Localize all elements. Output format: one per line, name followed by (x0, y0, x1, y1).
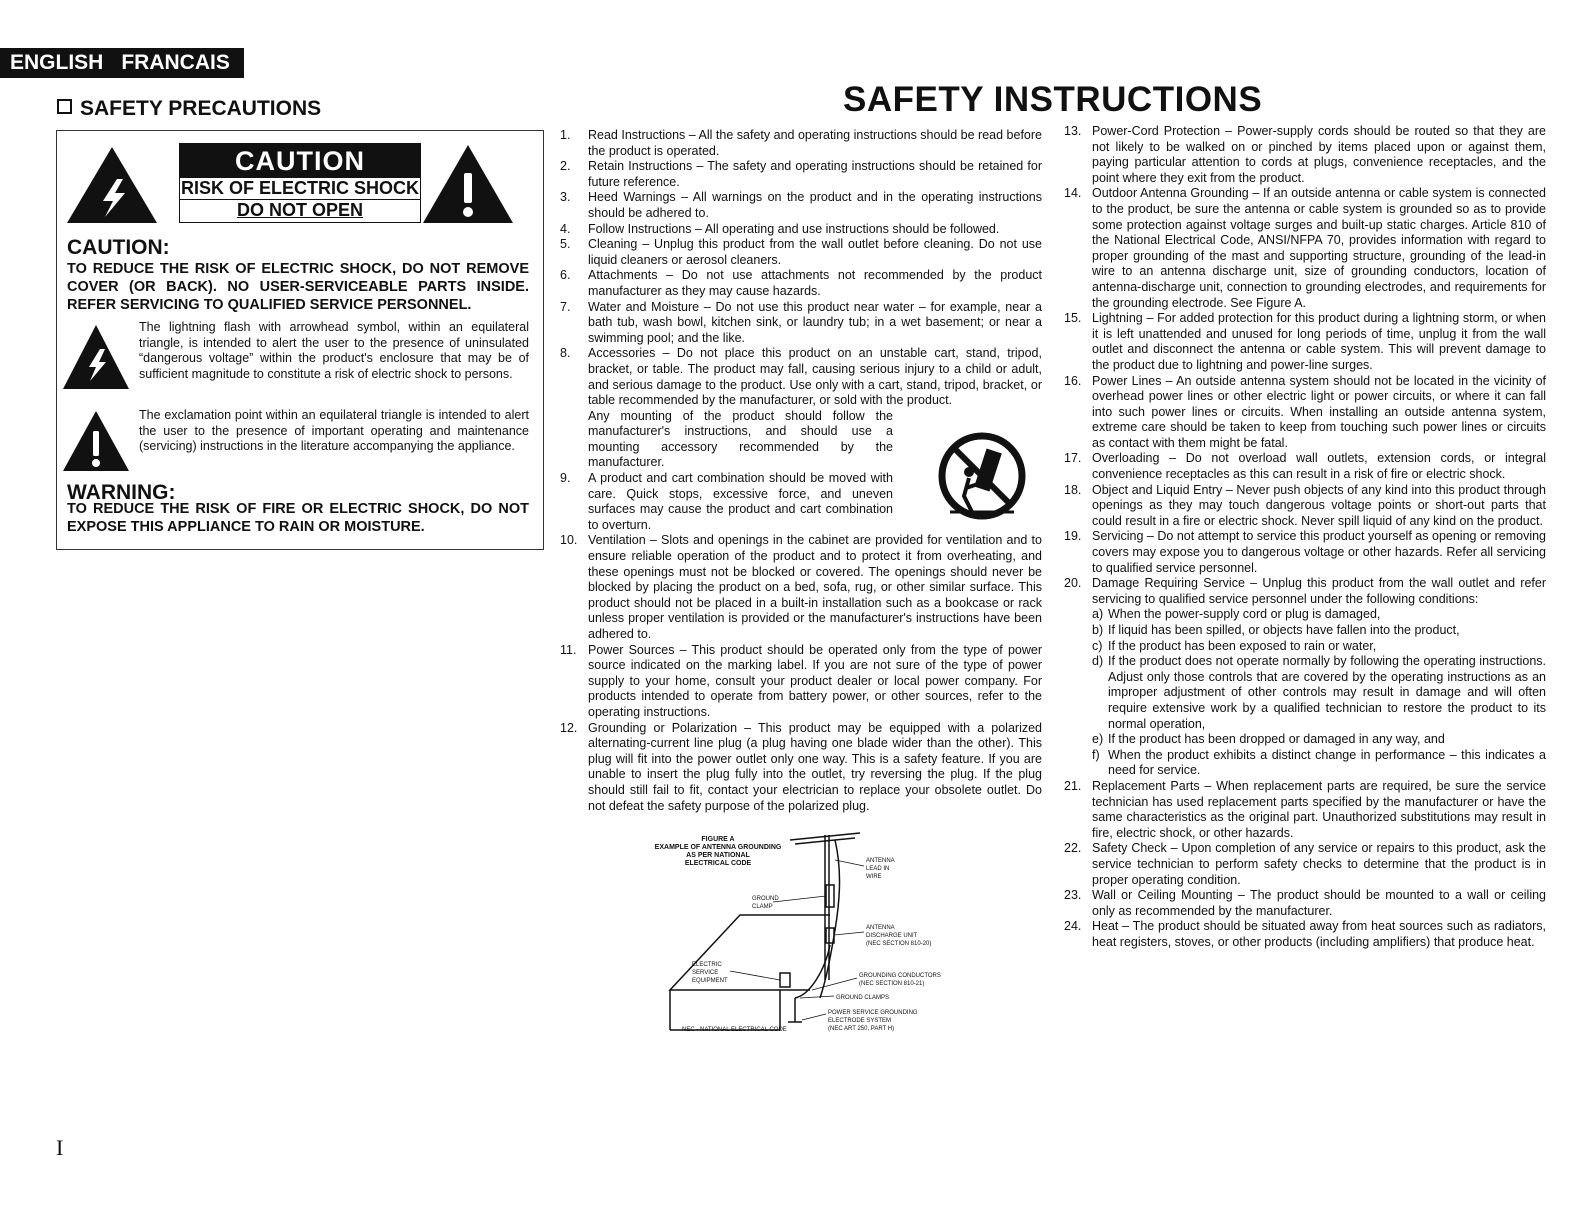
banner-line-2: DO NOT OPEN (236, 200, 363, 220)
sub-item: c) If the product has been exposed to rain or water, (1092, 638, 1377, 653)
warning-heading: WARNING: (67, 481, 176, 504)
list-item: 19. Servicing – Do not attempt to service this product yourself as opening or removing covers may expose you to dangerous voltage or other hazards. Refer all servicing to qualified service personnel. (1064, 529, 1546, 575)
language-english[interactable]: ENGLISH (10, 51, 104, 74)
list-item: 13. Power-Cord Protection – Power-supply cords should be routed so that they are not likely to be walked on or pinched by items placed upon or against them, paying particular attention to cords at plugs, convenience receptacles, and the point where they exit from the product. (1064, 124, 1546, 185)
figure-title-4: ELECTRICAL CODE (684, 860, 752, 867)
lightning-warning-icon (65, 145, 159, 225)
list-item: 2. Retain Instructions – The safety and operating instructions should be retained for future reference. (560, 159, 1042, 189)
instructions-column-2 (1064, 124, 1546, 950)
label-grounding-conductors-2: (NEC SECTION 810-21) (859, 981, 925, 987)
list-item: 7. Water and Moisture – Do not use this product near water – for example, near a bath tub, wash bowl, kitchen sink, or laundry tub; in a wet basement; or near a swimming pool; and the like. (560, 299, 1042, 345)
label-electric-service-2: SERVICE (692, 970, 719, 976)
sub-item: f) When the product exhibits a distinct change in performance – this indicates a need for service. (1092, 747, 1546, 778)
list-item: 20. Damage Requiring Service – Unplug this product from the wall outlet and refer servicing to qualified service personnel under the following conditions: a) When the power-supply cord or plug is damaged, b) If liquid has been spilled, or objects have fallen into the product, c) If the product has been exposed to rain or water, d) If the product does not operate normally by following the operating instructions. Adjust only those controls that are covered by the operating instructions as an improper adjustment of other controls may result in damage and will often require extensive work by a qualified technician to restore the product to its normal operation, e) If the product has been dropped or damaged in any way, and f) When the product exhibits a distinct change in performance – this indicates a need for service. (1064, 576, 1546, 778)
language-francais[interactable]: FRANCAIS (121, 51, 230, 74)
list-item: 9. A product and cart combination should be moved with care. Quick stops, excessive force, and uneven surfaces may cause the product and cart combination to overturn. (560, 471, 893, 532)
label-discharge-3: (NEC SECTION 810-20) (866, 941, 932, 947)
sub-item: d) If the product does not operate normally by following the operating instructions. Adjust only those controls that are covered by the operating instructions as an improper adjustment of other controls may result in damage and will often require extensive work by a qualified technician to restore the product to its normal operation, (1092, 654, 1546, 731)
list-item: 24. Heat – The product should be situated away from heat sources such as radiators, heat registers, stoves, or other products (including amplifiers) that produce heat. (1064, 919, 1546, 949)
list-item: 6. Attachments – Do not use attachments not recommended by the product manufacturer as they may cause hazards. (560, 268, 1042, 298)
figure-title-3: AS PER NATIONAL (686, 852, 750, 859)
caution-box (56, 130, 544, 550)
list-item: 3. Heed Warnings – All warnings on the product and in the operating instructions should be adhered to. (560, 190, 1042, 220)
language-bar (0, 48, 244, 78)
caution-banner (179, 143, 421, 223)
label-grounding-conductors-1: GROUNDING CONDUCTORS (859, 973, 941, 979)
label-ground-clamp-2: CLAMP (752, 904, 773, 910)
exclamation-description: The exclamation point within an equilateral triangle is intended to alert the user to the presence of important operating and maintenance (servicing) instructions in the literature accompanying the appliance. (139, 408, 529, 453)
label-electric-service-3: EQUIPMENT (692, 978, 728, 984)
list-item: 16. Power Lines – An outside antenna system should not be located in the vicinity of overhead power lines or other electric light or power circuits, or where it can fall into such power lines or circuits. When installing an outside antenna system, extreme care should be taken to keep from touching such power lines or circuits as contact with them might be fatal. (1064, 373, 1546, 450)
label-power-service-2: ELECTRODE SYSTEM (828, 1018, 892, 1024)
exclamation-warning-icon (421, 143, 515, 225)
warning-text: TO REDUCE THE RISK OF FIRE OR ELECTRIC SHOCK, DO NOT EXPOSE THIS APPLIANCE TO RAIN OR MOISTURE. (67, 501, 529, 535)
list-item: 12. Grounding or Polarization – This product may be equipped with a polarized alternating-current line plug (a plug having one blade wider than the other). This plug will fit into the power outlet only one way. This is a safety feature. If you are unable to insert the plug fully into the outlet, try reversing the plug. If the plug should still fail to fit, contact your electrician to replace your obsolete outlet. Do not defeat the safety purpose of the polarized plug. (560, 720, 1042, 813)
label-electric-service-1: ELECTRIC (692, 962, 722, 968)
sub-item: a) When the power-supply cord or plug is damaged, (1092, 607, 1381, 622)
label-antenna-lead-in-1: ANTENNA (866, 858, 895, 864)
label-ground-clamp-1: GROUND (752, 896, 779, 902)
figure-title-1: FIGURE A (701, 836, 735, 843)
checkbox-square-icon (57, 99, 72, 114)
list-item: 21. Replacement Parts – When replacement parts are required, be sure the service technician has used replacement parts specified by the manufacturer or have the same characteristics as the original part. Unauthorized substitutions may result in fire, electric shock, or other hazards. (1064, 778, 1546, 840)
section-title-text: SAFETY PRECAUTIONS (80, 97, 322, 120)
list-item: 5. Cleaning – Unplug this product from the wall outlet before cleaning. Do not use liquid cleaners or aerosol cleaners. (560, 237, 1042, 267)
label-discharge-1: ANTENNA (866, 925, 895, 931)
banner-title: CAUTION (180, 144, 420, 178)
list-item: 1. Read Instructions – All the safety and operating instructions should be read before the product is operated. (560, 128, 1042, 158)
lightning-symbol-icon (61, 323, 131, 391)
list-item-continuation: Any mounting of the product should follow the manufacturer's instructions, and should use a mounting accessory recommended by the manufacturer. (588, 408, 893, 470)
figure-title-2: EXAMPLE OF ANTENNA GROUNDING (654, 844, 782, 851)
page-number: I (56, 1135, 64, 1160)
exclamation-symbol-icon (61, 409, 131, 473)
caution-text: TO REDUCE THE RISK OF ELECTRIC SHOCK, DO NOT REMOVE COVER (OR BACK). NO USER-SERVICEABLE PARTS INSIDE. REFER SERVICING TO QUALIFIED SERVICE PERSONNEL. (67, 261, 529, 313)
label-discharge-2: DISCHARGE UNIT (866, 933, 918, 939)
label-power-service-3: (NEC ART 250, PART H) (828, 1026, 895, 1032)
list-item: 15. Lightning – For added protection for this product during a lightning storm, or when it is left unattended and unused for long periods of time, unplug it from the wall outlet and disconnect the antenna or cable system. This will prevent damage to the product due to lightning and power-line surges. (1064, 311, 1546, 372)
list-item: 11. Power Sources – This product should be operated only from the type of power source indicated on the marking label. If you are not sure of the type of power supply to your home, consult your product dealer or local power company. For products intended to operate from battery power, or other sources, refer to the operating instructions. (560, 642, 1042, 719)
label-ground-clamps: GROUND CLAMPS (836, 995, 890, 1001)
list-item: 8. Accessories – Do not place this product on an unstable cart, stand, tripod, bracket, or table. The product may fall, causing serious injury to a child or adult, and serious damage to the product. Use only with a cart, stand, tripod, bracket, or table recommended by the manufacturer, or sold with the product. Any mounting of the product should follow the manufacturer's instructions, and should use a mounting accessory recommended by the manufacturer. (560, 346, 1042, 470)
list-item: 23. Wall or Ceiling Mounting – The product should be mounted to a wall or ceiling only as recommended by the manufacturer. (1064, 888, 1546, 918)
figure-a-antenna-grounding (630, 830, 970, 1045)
sub-item: b) If liquid has been spilled, or objects have fallen into the product, (1092, 623, 1460, 637)
lightning-description: The lightning flash with arrowhead symbol, within an equilateral triangle, is intended to alert the user to the presence of uninsulated “dangerous voltage” within the product's enclosure that may be of sufficient magnitude to constitute a risk of electric shock to persons. (139, 320, 529, 381)
list-item: 4. Follow Instructions – All operating and use instructions should be followed. (560, 221, 1000, 236)
list-item: 18. Object and Liquid Entry – Never push objects of any kind into this product through openings as they may touch dangerous voltage points or short-out parts that could result in a fire or electric shock. Never spill liquid of any kind on the product. (1064, 482, 1546, 528)
section-title (57, 97, 321, 121)
label-antenna-lead-in-2: LEAD IN (866, 866, 890, 872)
label-power-service-1: POWER SERVICE GROUNDING (828, 1010, 918, 1016)
sub-item: e) If the product has been dropped or damaged in any way, and (1092, 732, 1445, 747)
list-item: 10. Ventilation – Slots and openings in the cabinet are provided for ventilation and to ensure reliable operation of the product and to protect it from overheating, and these openings must not be blocked or covered. The openings should never be blocked by placing the product on a bed, sofa, rug, or other similar surface. This product should not be placed in a built-in installation such as a bookcase or rack unless proper ventilation is provided or the manufacturer's instructions have been adhered to. (560, 533, 1042, 641)
cart-tipover-warning-icon (936, 432, 1028, 522)
label-nec: NEC - NATIONAL ELECTRICAL CODE (682, 1027, 787, 1033)
page-title: SAFETY INSTRUCTIONS (843, 80, 1263, 119)
list-item: 22. Safety Check – Upon completion of any service or repairs to this product, ask the service technician to perform safety checks to determine that the product is in proper operating condition. (1064, 841, 1546, 887)
label-antenna-lead-in-3: WIRE (866, 874, 882, 880)
list-item: 14. Outdoor Antenna Grounding – If an outside antenna or cable system is connected to the product, be sure the antenna or cable system is grounded so as to provide some protection against voltage surges and built-up static charges. Article 810 of the National Electrical Code, ANSI/NFPA 70, provides information with regard to proper grounding of the mast and supporting structure, grounding of the lead-in wire to an antenna discharge unit, size of grounding conductors, location of antenna-discharge unit, connection to grounding electrodes, and requirements for the grounding electrode. See Figure A. (1064, 186, 1546, 310)
caution-heading: CAUTION: (67, 236, 170, 259)
banner-line-1: RISK OF ELECTRIC SHOCK (180, 178, 419, 198)
list-item: 17. Overloading – Do not overload wall outlets, extension cords, or integral convenience receptacles as this can result in a risk of fire or electric shock. (1064, 451, 1546, 482)
